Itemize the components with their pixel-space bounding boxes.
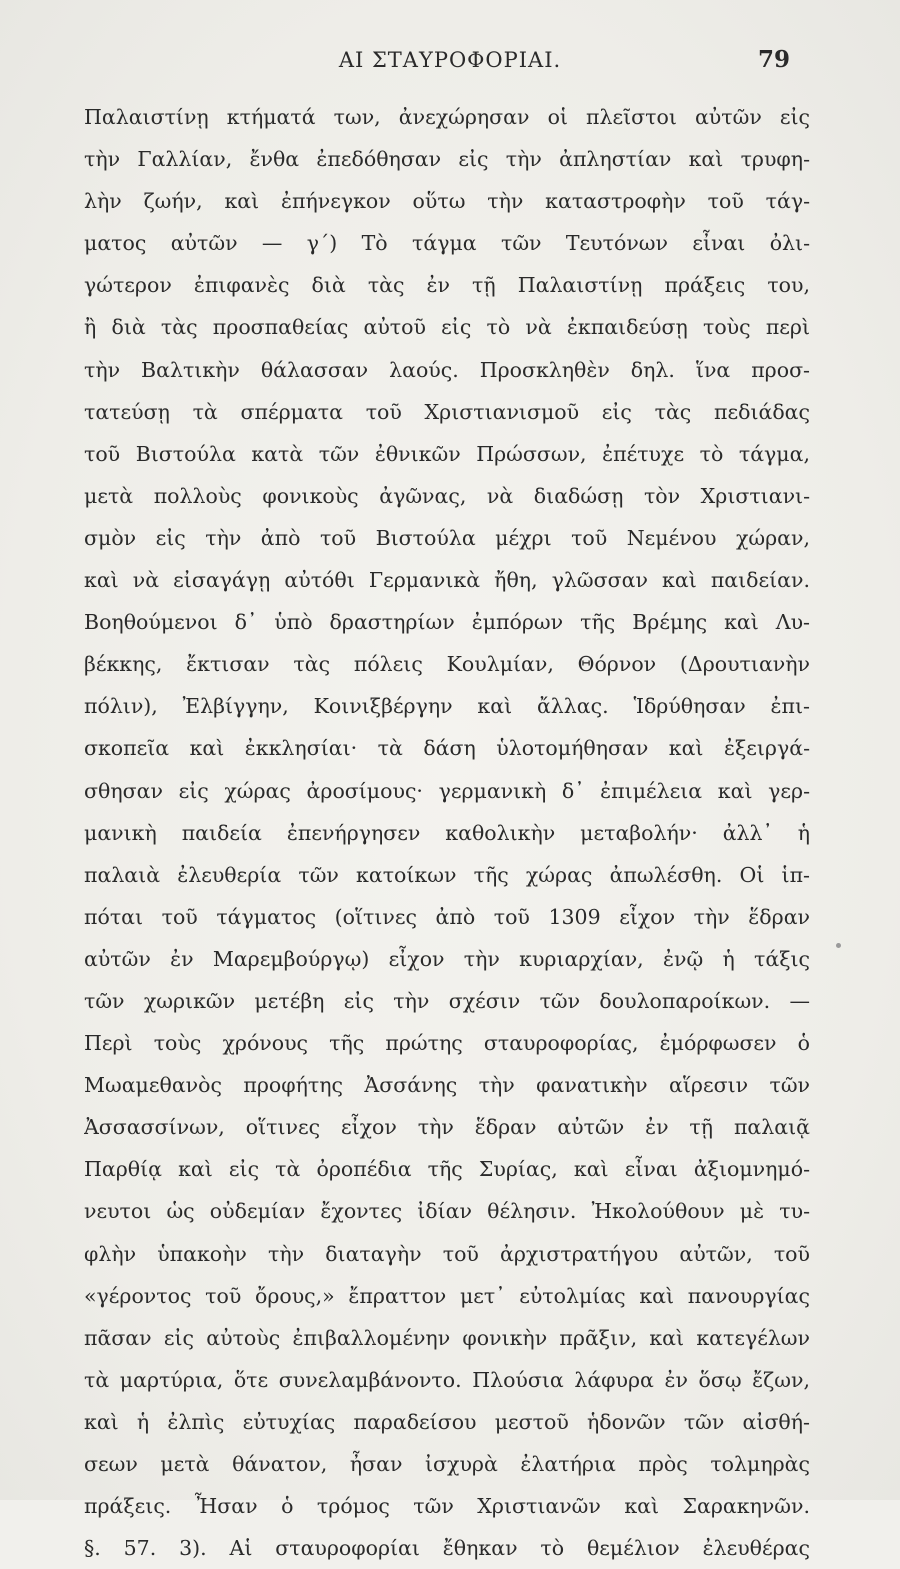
text-line: σθησαν εἰς χώρας ἀροσίμους· γερμανικὴ δ᾽ ἐπιμέλεια καὶ γερ-: [84, 778, 810, 803]
text-line: ἢ διὰ τὰς προσπαθείας αὐτοῦ εἰς τὸ νὰ ἐκπαιδεύσῃ τοὺς περὶ: [84, 315, 810, 340]
paper-speck: [836, 943, 841, 948]
text-line: πᾶσαν εἰς αὐτοὺς ἐπιβαλλομένην φονικὴν πρᾶξιν, καὶ κατεγέλων: [84, 1325, 810, 1350]
text-line: καὶ νὰ εἰσαγάγῃ αὐτόθι Γερμανικὰ ἤθη, γλῶσσαν καὶ παιδείαν.: [84, 568, 810, 593]
text-line: Παλαιστίνῃ κτήματά των, ἀνεχώρησαν οἱ πλεῖστοι αὐτῶν εἰς: [84, 105, 810, 129]
text-line: καὶ ἡ ἐλπὶς εὐτυχίας παραδείσου μεστοῦ ἡδονῶν τῶν αἰσθή-: [84, 1409, 810, 1434]
text-line: τὰ μαρτύρια, ὅτε συνελαμβάνοντο. Πλούσια λάφυρα ἐν ὅσῳ ἔζων,: [84, 1367, 810, 1392]
text-line: βέκκης, ἔκτισαν τὰς πόλεις Κουλμίαν, Θόρνον (Δρουτιανὴν: [84, 652, 810, 677]
text-line: Περὶ τοὺς χρόνους τῆς πρώτης σταυροφορίας, ἐμόρφωσεν ὁ: [84, 1031, 810, 1056]
text-line: τῶν χωρικῶν μετέβη εἰς τὴν σχέσιν τῶν δουλοπαροίκων. —: [84, 988, 810, 1013]
text-line: μετὰ πολλοὺς φονικοὺς ἀγῶνας, νὰ διαδώσῃ τὸν Χριστιανι-: [84, 483, 810, 508]
text-line: τατεύσῃ τὰ σπέρματα τοῦ Χριστιανισμοῦ εἰς τὰς πεδιάδας: [84, 399, 810, 424]
text-line: φλὴν ὑπακοὴν τὴν διαταγὴν τοῦ ἀρχιστρατήγου αὐτῶν, τοῦ: [84, 1241, 810, 1266]
text-line: γώτερον ἐπιφανὲς διὰ τὰς ἐν τῇ Παλαιστίνῃ πράξεις του,: [84, 273, 810, 298]
text-line: σμὸν εἰς τὴν ἀπὸ τοῦ Βιστούλα μέχρι τοῦ Νεμένου χώραν,: [84, 525, 810, 550]
text-line: λὴν ζωήν, καὶ ἐπήνεγκον οὕτω τὴν καταστροφὴν τοῦ τάγ-: [84, 189, 810, 214]
body-text: [84, 96, 810, 1569]
page-number: 79: [757, 46, 790, 73]
text-line: μανικὴ παιδεία ἐπενήργησεν καθολικὴν μεταβολήν· ἀλλ᾽ ἡ: [84, 820, 810, 845]
text-line: Βοηθούμενοι δ᾽ ὑπὸ δραστηρίων ἐμπόρων τῆς Βρέμης καὶ Λυ-: [84, 610, 810, 635]
text-line: πράξεις. Ἦσαν ὁ τρόμος τῶν Χριστιανῶν καὶ Σαρακηνῶν.: [84, 1494, 810, 1519]
text-line: §. 57. 3). Αἱ σταυροφορίαι ἔθηκαν τὸ θεμέλιον ἐλευθέρας: [84, 1536, 810, 1561]
text-line: παλαιὰ ἐλευθερία τῶν κατοίκων τῆς χώρας ἀπωλέσθη. Οἱ ἱπ-: [84, 862, 810, 887]
text-line: σκοπεῖα καὶ ἐκκλησίαι· τὰ δάση ὑλοτομήθησαν καὶ ἐξειργά-: [84, 736, 810, 761]
text-line: Ἀσσασσίνων, οἵτινες εἶχον τὴν ἕδραν αὐτῶν ἐν τῇ παλαιᾷ: [84, 1115, 810, 1140]
text-line: Παρθίᾳ καὶ εἰς τὰ ὀροπέδια τῆς Συρίας, καὶ εἶναι ἀξιομνημό-: [84, 1157, 810, 1182]
text-line: σεων μετὰ θάνατον, ἦσαν ἰσχυρὰ ἐλατήρια πρὸς τολμηρὰς: [84, 1452, 810, 1476]
text-line: πόται τοῦ τάγματος (οἵτινες ἀπὸ τοῦ 1309 εἶχον τὴν ἕδραν: [84, 904, 810, 929]
text-line: τὴν Βαλτικὴν θάλασσαν λαούς. Προσκληθὲν δηλ. ἵνα προσ-: [84, 357, 810, 382]
page-header: [0, 48, 900, 82]
text-line: αὐτῶν ἐν Μαρεμβούργῳ) εἶχον τὴν κυριαρχίαν, ἐνῷ ἡ τάξις: [84, 946, 810, 971]
text-line: ματος αὐτῶν — γ΄) Τὸ τάγμα τῶν Τευτόνων εἶναι ὀλι-: [84, 231, 810, 256]
text-line: πόλιν), Ἐλβίγγην, Κοινιξβέργην καὶ ἄλλας. Ἱδρύθησαν ἐπι-: [84, 694, 810, 719]
text-line: Μωαμεθανὸς προφήτης Ἀσσάνης τὴν φανατικὴν αἵρεσιν τῶν: [84, 1073, 810, 1098]
text-line: τοῦ Βιστούλα κατὰ τῶν ἐθνικῶν Πρώσσων, ἐπέτυχε τὸ τάγμα,: [84, 441, 810, 466]
running-title: ΑΙ ΣΤΑΥΡΟΦΟΡΙΑΙ.: [338, 48, 562, 72]
text-line: νευτοι ὡς οὐδεμίαν ἔχοντες ἰδίαν θέλησιν. Ἠκολούθουν μὲ τυ-: [84, 1199, 810, 1224]
text-line: «γέροντος τοῦ ὄρους,» ἔπραττον μετ᾽ εὐτολμίας καὶ πανουργίας: [84, 1283, 810, 1308]
text-line: τὴν Γαλλίαν, ἔνθα ἐπεδόθησαν εἰς τὴν ἀπληστίαν καὶ τρυφη-: [84, 147, 810, 172]
